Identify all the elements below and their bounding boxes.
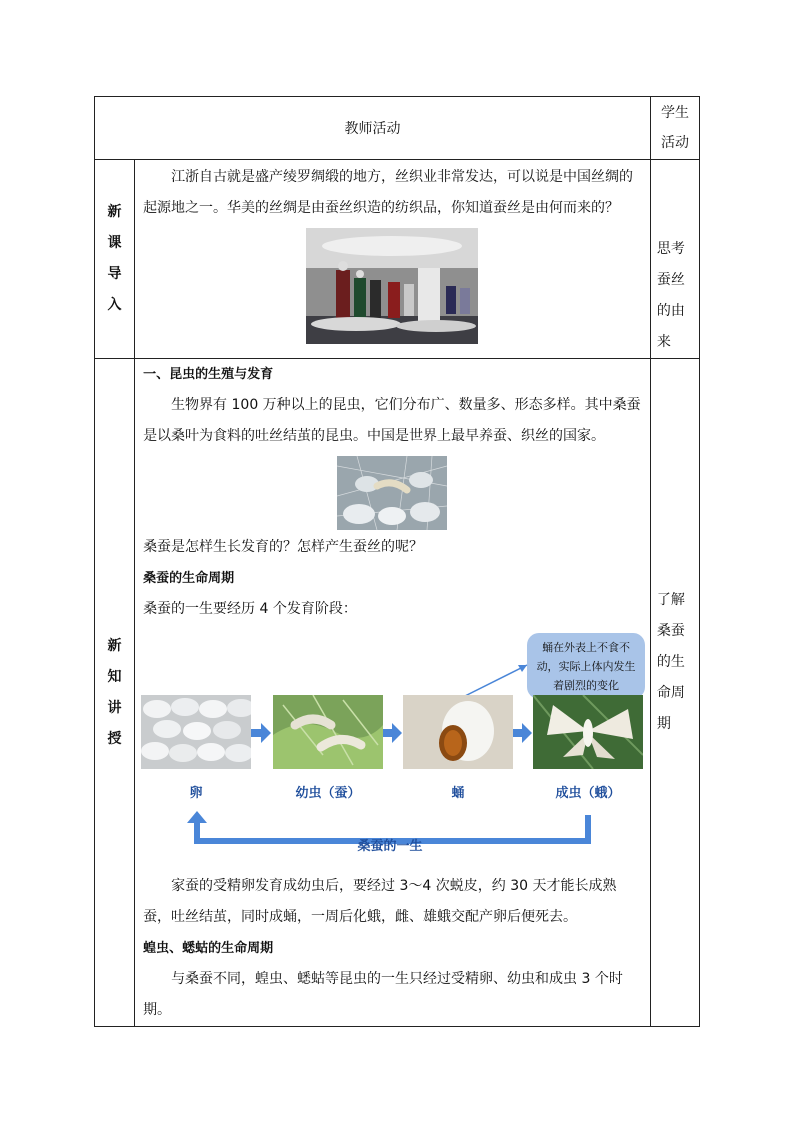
section-new-student-text: 了解桑蚕的生命周期: [656, 592, 685, 732]
lifecycle-diagram: [135, 625, 650, 865]
arrow-larva-pupa: [380, 723, 402, 743]
adult-moth-photo: [533, 695, 643, 769]
pupa-callout: 蛹在外表上不食不动，实际上体内发生着剧烈的变化: [527, 633, 645, 699]
table-header-row: [95, 97, 700, 160]
stages-intro: 桑蚕的一生要经历 4 个发育阶段：: [143, 601, 357, 617]
museum-photo-svg: [306, 228, 478, 344]
section-intro-student-text: 思考蚕丝的由来: [656, 241, 685, 350]
section-intro-label: [95, 160, 135, 359]
silkworm-development-paragraph: 家蚕的受精卵发育成幼虫后，要经过 3～4 次蜕皮，约 30 天才能长成熟蚕，吐丝结茧，同时成蛹，一周后化蛾，雌、雄蛾交配产卵后便死去。: [143, 878, 617, 925]
stage-label-larva: 幼虫（蚕）: [295, 786, 361, 801]
section-intro-content: [135, 160, 651, 359]
student-activity-header: 学生活动: [650, 97, 699, 160]
stage-label-adult: 成虫（蛾）: [555, 786, 621, 801]
teacher-activity-header: 教师活动: [95, 97, 651, 160]
stage-label-egg: 卵: [189, 786, 203, 801]
section-new-row: [95, 359, 700, 1027]
section-new-label: [95, 359, 135, 1027]
silkworm-cocoon-svg: [337, 456, 447, 530]
locust-paragraph: 与桑蚕不同，蝗虫、蟋蛄等昆虫的一生只经过受精卵、幼虫和成虫 3 个时期。: [143, 971, 623, 1018]
arrow-pupa-adult: [510, 723, 532, 743]
heading-locust-cycle: 蝗虫、蟋蛄的生命周期: [143, 941, 274, 956]
intro-paragraph: 江浙自古就是盛产绫罗绸缎的地方，丝织业非常发达，可以说是中国丝绸的起源地之一。华美的丝绸是由蚕丝织造的纺织品，你知道蚕丝是由何而来的？: [143, 169, 634, 216]
section-intro-student: [650, 160, 699, 359]
growth-question: 桑蚕是怎样生长发育的？怎样产生蚕丝的呢？: [143, 539, 424, 555]
heading-reproduction: 一、昆虫的生殖与发育: [143, 367, 274, 382]
larva-photo: [273, 695, 383, 769]
lesson-table: [94, 96, 700, 1027]
museum-photo: [306, 228, 478, 344]
egg-photo: [141, 695, 251, 769]
heading-silkworm-cycle: 桑蚕的生命周期: [143, 571, 235, 586]
silkworm-cocoon-photo: [337, 456, 447, 530]
egg-photo-svg: [141, 695, 251, 769]
section-new-content: [135, 359, 651, 1027]
stage-label-pupa: 蛹: [451, 786, 465, 801]
pupa-photo: [403, 695, 513, 769]
arrow-egg-larva: [249, 723, 271, 743]
section-intro-row: [95, 160, 700, 359]
adult-moth-photo-svg: [533, 695, 643, 769]
section-new-student: [650, 359, 699, 1027]
section-intro-label-text: 新课导入: [107, 204, 122, 313]
pupa-photo-svg: [403, 695, 513, 769]
cycle-return-head: [187, 811, 207, 823]
section-new-label-text: 新知讲授: [107, 637, 122, 747]
cycle-label: 桑蚕的一生: [357, 839, 423, 854]
larva-photo-svg: [273, 695, 383, 769]
insect-paragraph: 生物界有 100 万种以上的昆虫，它们分布广、数量多、形态多样。其中桑蚕是以桑叶为食料的吐丝结茧的昆虫。中国是世界上最早养蚕、织丝的国家。: [143, 397, 641, 444]
